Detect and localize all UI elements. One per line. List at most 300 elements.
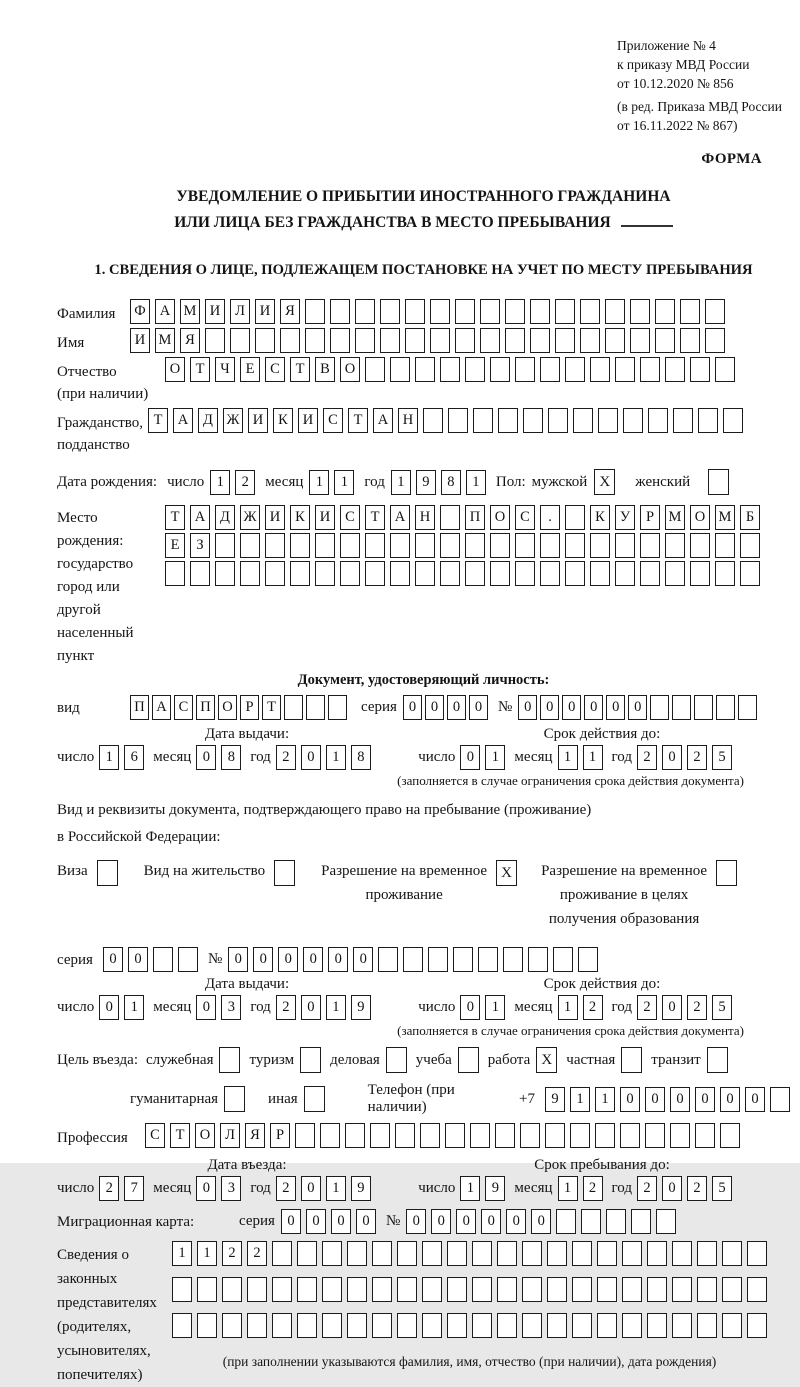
char-box[interactable] [548,408,568,433]
char-box[interactable]: С [515,505,535,530]
char-box[interactable] [673,408,693,433]
char-box[interactable] [770,1087,790,1112]
char-box[interactable] [665,561,685,586]
business-checkbox[interactable] [386,1047,407,1073]
char-box[interactable]: 2 [235,470,255,495]
char-box[interactable]: 1 [595,1087,615,1112]
char-box[interactable]: А [155,299,175,324]
char-box[interactable]: 0 [745,1087,765,1112]
char-box[interactable] [428,947,448,972]
char-box[interactable] [347,1313,367,1338]
char-box[interactable]: 0 [662,745,682,770]
char-box[interactable]: 9 [485,1176,505,1201]
char-box[interactable] [445,1123,465,1148]
birth-year-boxes[interactable] [391,470,486,495]
stay-year-boxes[interactable] [637,1176,732,1201]
char-box[interactable]: Р [270,1123,290,1148]
char-box[interactable] [272,1241,292,1266]
char-box[interactable] [347,1241,367,1266]
char-box[interactable] [405,299,425,324]
char-box[interactable]: А [373,408,393,433]
patronymic-boxes[interactable] [165,357,735,382]
char-box[interactable] [530,299,550,324]
char-box[interactable]: 5 [712,745,732,770]
char-box[interactable]: 0 [253,947,273,972]
char-box[interactable] [738,695,757,720]
char-box[interactable] [297,1241,317,1266]
char-box[interactable] [380,299,400,324]
char-box[interactable] [530,328,550,353]
char-box[interactable] [630,299,650,324]
char-box[interactable] [490,561,510,586]
char-box[interactable] [722,1313,742,1338]
char-box[interactable] [272,1277,292,1302]
char-box[interactable]: В [315,357,335,382]
birthplace-boxes-row3[interactable] [165,561,760,586]
char-box[interactable]: С [340,505,360,530]
char-box[interactable] [570,1123,590,1148]
char-box[interactable] [365,561,385,586]
char-box[interactable] [172,1313,192,1338]
char-box[interactable] [622,1241,642,1266]
char-box[interactable]: 0 [353,947,373,972]
char-box[interactable] [495,1123,515,1148]
char-box[interactable]: 1 [570,1087,590,1112]
char-box[interactable]: 0 [301,995,321,1020]
char-box[interactable] [605,299,625,324]
char-box[interactable]: 1 [326,1176,346,1201]
char-box[interactable] [340,561,360,586]
char-box[interactable]: 1 [485,745,505,770]
char-box[interactable] [297,1313,317,1338]
char-box[interactable]: 0 [281,1209,301,1234]
char-box[interactable]: Б [740,505,760,530]
birthplace-boxes-row1[interactable] [165,505,760,530]
char-box[interactable] [347,1277,367,1302]
char-box[interactable]: 0 [562,695,581,720]
char-box[interactable]: Н [398,408,418,433]
char-box[interactable]: Л [220,1123,240,1148]
char-box[interactable]: 3 [221,995,241,1020]
char-box[interactable] [423,408,443,433]
char-box[interactable] [320,1123,340,1148]
char-box[interactable]: 0 [196,1176,216,1201]
char-box[interactable]: 0 [695,1087,715,1112]
char-box[interactable]: 0 [128,947,148,972]
char-box[interactable]: 9 [351,1176,371,1201]
char-box[interactable]: Н [415,505,435,530]
char-box[interactable] [672,1241,692,1266]
official-checkbox[interactable] [219,1047,240,1073]
char-box[interactable]: У [615,505,635,530]
char-box[interactable] [690,561,710,586]
char-box[interactable] [520,1123,540,1148]
char-box[interactable]: 1 [326,995,346,1020]
char-box[interactable]: О [165,357,185,382]
char-box[interactable] [656,1209,676,1234]
issue-year-boxes[interactable] [276,745,371,770]
char-box[interactable] [295,1123,315,1148]
char-box[interactable] [240,533,260,558]
char-box[interactable]: 9 [416,470,436,495]
expiry-month-boxes[interactable] [558,745,603,770]
char-box[interactable] [290,533,310,558]
char-box[interactable] [478,947,498,972]
char-box[interactable] [503,947,523,972]
char-box[interactable] [515,357,535,382]
char-box[interactable] [630,328,650,353]
char-box[interactable] [480,328,500,353]
char-box[interactable] [590,357,610,382]
char-box[interactable] [322,1277,342,1302]
stay-doc-series-boxes[interactable] [103,947,198,972]
char-box[interactable]: 0 [645,1087,665,1112]
char-box[interactable]: Ж [223,408,243,433]
char-box[interactable] [440,357,460,382]
char-box[interactable] [265,561,285,586]
char-box[interactable]: 1 [326,745,346,770]
id-doc-series-boxes[interactable] [403,695,488,720]
char-box[interactable]: Т [190,357,210,382]
char-box[interactable] [305,299,325,324]
char-box[interactable] [722,1241,742,1266]
char-box[interactable] [355,328,375,353]
char-box[interactable] [565,357,585,382]
char-box[interactable] [470,1123,490,1148]
char-box[interactable] [555,299,575,324]
char-box[interactable] [697,1277,717,1302]
char-box[interactable] [640,561,660,586]
char-box[interactable] [740,533,760,558]
other-checkbox[interactable] [304,1086,325,1112]
char-box[interactable] [440,505,460,530]
char-box[interactable] [390,561,410,586]
char-box[interactable] [422,1313,442,1338]
char-box[interactable]: 0 [606,695,625,720]
char-box[interactable]: М [180,299,200,324]
char-box[interactable] [472,1241,492,1266]
char-box[interactable]: 0 [540,695,559,720]
char-box[interactable] [747,1277,767,1302]
char-box[interactable] [672,1313,692,1338]
char-box[interactable] [697,1313,717,1338]
char-box[interactable]: О [490,505,510,530]
char-box[interactable] [190,561,210,586]
char-box[interactable]: Т [148,408,168,433]
char-box[interactable] [306,695,325,720]
char-box[interactable] [665,357,685,382]
char-box[interactable] [453,947,473,972]
char-box[interactable]: О [340,357,360,382]
char-box[interactable] [247,1277,267,1302]
male-checkbox[interactable]: X [594,469,615,495]
char-box[interactable]: 0 [628,695,647,720]
char-box[interactable]: 2 [637,745,657,770]
char-box[interactable] [680,328,700,353]
char-box[interactable] [715,561,735,586]
char-box[interactable] [505,328,525,353]
char-box[interactable] [580,328,600,353]
char-box[interactable] [490,357,510,382]
char-box[interactable] [420,1123,440,1148]
char-box[interactable] [422,1241,442,1266]
char-box[interactable]: Л [230,299,250,324]
char-box[interactable]: 0 [103,947,123,972]
char-box[interactable] [305,328,325,353]
char-box[interactable] [480,299,500,324]
char-box[interactable] [640,533,660,558]
char-box[interactable] [597,1277,617,1302]
firstname-boxes[interactable] [130,328,725,353]
char-box[interactable] [723,408,743,433]
char-box[interactable]: Я [180,328,200,353]
char-box[interactable]: 0 [301,745,321,770]
char-box[interactable]: 0 [447,695,466,720]
char-box[interactable]: И [130,328,150,353]
char-box[interactable]: 1 [583,745,603,770]
char-box[interactable] [515,561,535,586]
char-box[interactable] [747,1313,767,1338]
char-box[interactable]: З [190,533,210,558]
char-box[interactable]: 0 [531,1209,551,1234]
char-box[interactable]: 0 [306,1209,326,1234]
char-box[interactable]: Ф [130,299,150,324]
char-box[interactable] [522,1313,542,1338]
char-box[interactable] [497,1313,517,1338]
char-box[interactable] [715,533,735,558]
char-box[interactable] [540,533,560,558]
char-box[interactable] [672,695,691,720]
char-box[interactable] [606,1209,626,1234]
char-box[interactable]: И [298,408,318,433]
char-box[interactable]: 0 [720,1087,740,1112]
char-box[interactable]: 0 [670,1087,690,1112]
char-box[interactable]: 9 [545,1087,565,1112]
char-box[interactable] [315,561,335,586]
char-box[interactable] [522,1277,542,1302]
char-box[interactable]: А [173,408,193,433]
char-box[interactable]: С [265,357,285,382]
char-box[interactable]: 0 [303,947,323,972]
char-box[interactable]: . [540,505,560,530]
char-box[interactable] [290,561,310,586]
char-box[interactable] [648,408,668,433]
char-box[interactable] [473,408,493,433]
char-box[interactable]: Т [165,505,185,530]
temp-residence-checkbox[interactable]: X [496,860,517,886]
char-box[interactable]: 0 [506,1209,526,1234]
char-box[interactable] [547,1313,567,1338]
char-box[interactable]: 0 [662,995,682,1020]
char-box[interactable] [405,328,425,353]
char-box[interactable] [472,1313,492,1338]
char-box[interactable]: 2 [637,995,657,1020]
char-box[interactable] [390,533,410,558]
entry-year-boxes[interactable] [276,1176,371,1201]
char-box[interactable]: Е [240,357,260,382]
char-box[interactable] [215,561,235,586]
char-box[interactable]: 3 [221,1176,241,1201]
char-box[interactable]: 0 [518,695,537,720]
char-box[interactable] [230,328,250,353]
expiry-day-boxes[interactable] [460,995,505,1020]
char-box[interactable] [372,1241,392,1266]
char-box[interactable] [355,299,375,324]
tourism-checkbox[interactable] [300,1047,321,1073]
phone-boxes[interactable] [545,1087,790,1112]
char-box[interactable]: 0 [196,995,216,1020]
char-box[interactable] [720,1123,740,1148]
char-box[interactable] [284,695,303,720]
char-box[interactable]: 1 [466,470,486,495]
char-box[interactable]: 1 [558,995,578,1020]
char-box[interactable]: 2 [583,1176,603,1201]
char-box[interactable] [498,408,518,433]
char-box[interactable] [690,533,710,558]
char-box[interactable] [272,1313,292,1338]
char-box[interactable]: 0 [425,695,444,720]
char-box[interactable] [397,1277,417,1302]
female-checkbox[interactable] [708,469,729,495]
char-box[interactable]: 2 [687,995,707,1020]
char-box[interactable] [590,561,610,586]
char-box[interactable]: И [315,505,335,530]
char-box[interactable]: 8 [351,745,371,770]
char-box[interactable] [215,533,235,558]
transit-checkbox[interactable] [707,1047,728,1073]
char-box[interactable]: 0 [356,1209,376,1234]
char-box[interactable] [655,328,675,353]
char-box[interactable]: К [273,408,293,433]
expiry-year-boxes[interactable] [637,995,732,1020]
representatives-boxes-row1[interactable] [172,1241,767,1266]
char-box[interactable] [597,1313,617,1338]
char-box[interactable]: И [205,299,225,324]
char-box[interactable]: 1 [558,1176,578,1201]
char-box[interactable]: 1 [558,745,578,770]
char-box[interactable] [255,328,275,353]
char-box[interactable] [540,357,560,382]
char-box[interactable] [415,357,435,382]
char-box[interactable] [597,1241,617,1266]
char-box[interactable] [694,695,713,720]
char-box[interactable]: 0 [196,745,216,770]
char-box[interactable]: Ч [215,357,235,382]
char-box[interactable]: Р [240,695,259,720]
char-box[interactable] [372,1277,392,1302]
char-box[interactable]: Т [365,505,385,530]
char-box[interactable] [205,328,225,353]
profession-boxes[interactable] [145,1123,740,1148]
char-box[interactable]: 1 [197,1241,217,1266]
char-box[interactable] [240,561,260,586]
char-box[interactable] [623,408,643,433]
char-box[interactable] [315,533,335,558]
char-box[interactable] [545,1123,565,1148]
char-box[interactable] [647,1313,667,1338]
char-box[interactable]: 0 [469,695,488,720]
char-box[interactable] [665,533,685,558]
char-box[interactable] [465,533,485,558]
char-box[interactable]: 2 [583,995,603,1020]
char-box[interactable]: 2 [247,1241,267,1266]
char-box[interactable] [197,1313,217,1338]
char-box[interactable]: С [323,408,343,433]
char-box[interactable] [397,1241,417,1266]
char-box[interactable]: 1 [99,745,119,770]
char-box[interactable]: 1 [460,1176,480,1201]
char-box[interactable]: 5 [712,1176,732,1201]
visa-checkbox[interactable] [97,860,118,886]
work-checkbox[interactable]: X [536,1047,557,1073]
char-box[interactable] [705,328,725,353]
char-box[interactable] [540,561,560,586]
char-box[interactable]: 0 [331,1209,351,1234]
char-box[interactable]: С [174,695,193,720]
char-box[interactable] [330,328,350,353]
birth-month-boxes[interactable] [309,470,354,495]
char-box[interactable] [465,561,485,586]
surname-boxes[interactable] [130,299,725,324]
edu-residence-checkbox[interactable] [716,860,737,886]
char-box[interactable]: М [665,505,685,530]
char-box[interactable]: 7 [124,1176,144,1201]
char-box[interactable] [747,1241,767,1266]
id-doc-type-boxes[interactable] [130,695,347,720]
char-box[interactable]: А [152,695,171,720]
char-box[interactable] [672,1277,692,1302]
char-box[interactable]: 1 [124,995,144,1020]
residence-permit-checkbox[interactable] [274,860,295,886]
char-box[interactable] [523,408,543,433]
char-box[interactable] [328,695,347,720]
char-box[interactable]: 0 [403,695,422,720]
char-box[interactable]: О [218,695,237,720]
char-box[interactable] [365,533,385,558]
char-box[interactable] [265,533,285,558]
char-box[interactable]: 0 [460,745,480,770]
char-box[interactable]: 0 [662,1176,682,1201]
migration-card-number-boxes[interactable] [406,1209,676,1234]
char-box[interactable] [528,947,548,972]
char-box[interactable] [497,1277,517,1302]
char-box[interactable] [615,533,635,558]
char-box[interactable]: 1 [391,470,411,495]
char-box[interactable] [631,1209,651,1234]
char-box[interactable] [698,408,718,433]
char-box[interactable] [430,328,450,353]
char-box[interactable] [722,1277,742,1302]
char-box[interactable]: 0 [99,995,119,1020]
char-box[interactable]: Д [215,505,235,530]
issue-day-boxes[interactable] [99,745,144,770]
char-box[interactable] [715,357,735,382]
char-box[interactable]: К [590,505,610,530]
char-box[interactable]: 5 [712,995,732,1020]
char-box[interactable] [322,1313,342,1338]
char-box[interactable] [397,1313,417,1338]
char-box[interactable] [605,328,625,353]
char-box[interactable] [553,947,573,972]
char-box[interactable] [697,1241,717,1266]
representatives-boxes-row3[interactable] [172,1313,767,1338]
char-box[interactable] [390,357,410,382]
char-box[interactable] [590,533,610,558]
expiry-year-boxes[interactable] [637,745,732,770]
char-box[interactable]: 0 [431,1209,451,1234]
char-box[interactable] [153,947,173,972]
char-box[interactable]: Я [245,1123,265,1148]
